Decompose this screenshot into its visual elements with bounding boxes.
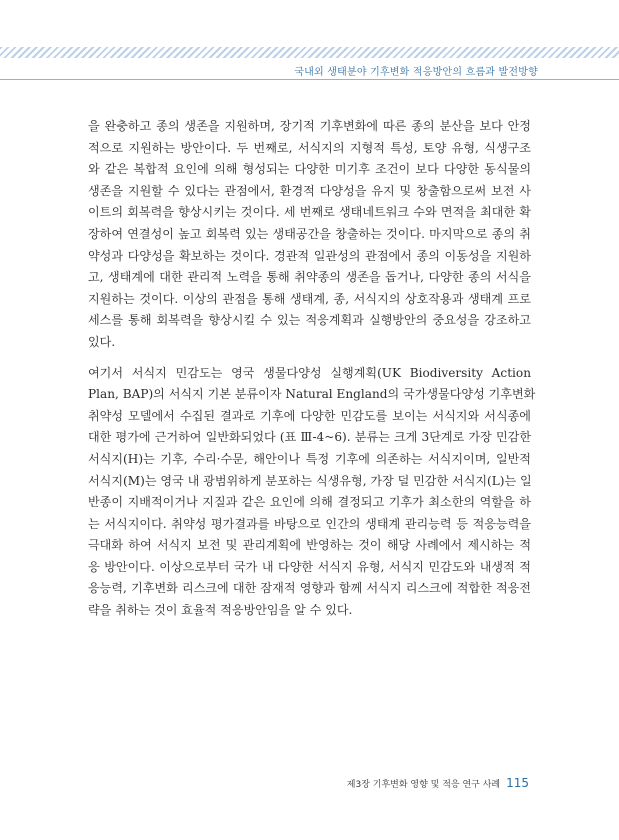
- header-stripe-band: [0, 47, 619, 58]
- text-line: 이트의 회복력을 향상시키는 것이다. 세 번째로 생태네트워크 수와 면적을 최대한 확: [88, 205, 531, 220]
- text-line: Plan, BAP)의 서식지 기본 분류이자 Natural England의 국가생물다양성 기후변화: [88, 387, 536, 402]
- text-line: 취약성 모델에서 수집된 결과로 기후에 다양한 민감도를 보이는 서식지와 서식종에: [88, 408, 531, 423]
- text-line: 는 서식지이다. 취약성 평가결과를 바탕으로 인간의 생태계 관리능력 등 적응능력을: [88, 516, 531, 531]
- text-line: 고, 생태계에 대한 관리적 노력을 통해 취약종의 생존을 돕거나, 다양한 종의 서식을: [88, 270, 531, 285]
- text-line: 을 완충하고 종의 생존을 지원하며, 장기적 기후변화에 따른 종의 분산을 보다 안정: [88, 119, 531, 133]
- text-line: 서식지(M)는 영국 내 광범위하게 분포하는 식생유형, 가장 덜 민감한 서식지(L)는 일: [88, 473, 532, 488]
- paragraph-1: [88, 116, 531, 354]
- text-line: 적으로 지원하는 방안이다. 두 번째로, 서식지의 지형적 특성, 토양 유형, 식생구조: [88, 140, 531, 155]
- text-line: 지원하는 것이다. 이상의 관점을 통해 생태계, 종, 서식지의 상호작용과 생태계 프로: [88, 291, 531, 306]
- text-line: 생존을 지원할 수 있다는 관점에서, 환경적 다양성을 유지 및 창출함으로써 보전 사: [88, 183, 531, 198]
- running-header-title: 국내외 생태분야 기후변화 적응방안의 흐름과 발전방향: [294, 67, 538, 78]
- header-divider: [0, 79, 619, 80]
- paragraph-2: [88, 363, 536, 622]
- text-line: 략을 취하는 것이 효율적 적응방안임을 알 수 있다.: [88, 603, 353, 618]
- text-line: 여기서 서식지 민감도는 영국 생물다양성 실행계획(UK Biodiversity Action: [88, 365, 531, 380]
- text-line: 세스를 통해 회복력을 향상시킬 수 있는 적응계획과 실행방안의 중요성을 강조하고: [88, 313, 531, 328]
- text-line: 있다.: [88, 334, 116, 349]
- text-line: 대한 평가에 근거하여 일반화되었다 (표 Ⅲ-4~6). 분류는 크게 3단계로 가장 민감한: [88, 430, 531, 445]
- text-line: 장하여 연결성이 높고 회복력 있는 생태공간을 창출하는 것이다. 마지막으로 종의 취: [88, 226, 531, 241]
- text-line: 와 같은 복합적 요인에 의해 형성되는 다양한 미기후 조건이 보다 다양한 동식물의: [88, 162, 531, 177]
- text-line: 서식지(H)는 기후, 수리·수문, 해안이나 특정 기후에 의존하는 서식지이며, 일반적: [88, 451, 531, 466]
- chapter-title: 제3장 기후변화 영향 및 적응 연구 사례: [346, 780, 501, 790]
- text-line: 응 방안이다. 이상으로부터 국가 내 다양한 서식지 유형, 서식지 민감도와 내생적 적: [88, 559, 531, 574]
- body-text: [88, 116, 536, 622]
- text-line: 약성과 다양성을 확보하는 것이다. 경관적 일관성의 관점에서 종의 이동성을 지원하: [88, 248, 531, 263]
- text-line: 응능력, 기후변화 리스크에 대한 잠재적 영향과 함께 서식지 리스크에 적합한 적응전: [88, 581, 531, 596]
- page-number: 115: [506, 776, 529, 790]
- text-line: 반종이 지배적이거나 지질과 같은 요인에 의해 결정되고 기후가 최소한의 역할을 하: [88, 495, 531, 510]
- text-line: 극대화 하여 서식지 보전 및 관리계획에 반영하는 것이 해당 사례에서 제시하는 적: [88, 538, 531, 553]
- page-footer: [347, 776, 529, 790]
